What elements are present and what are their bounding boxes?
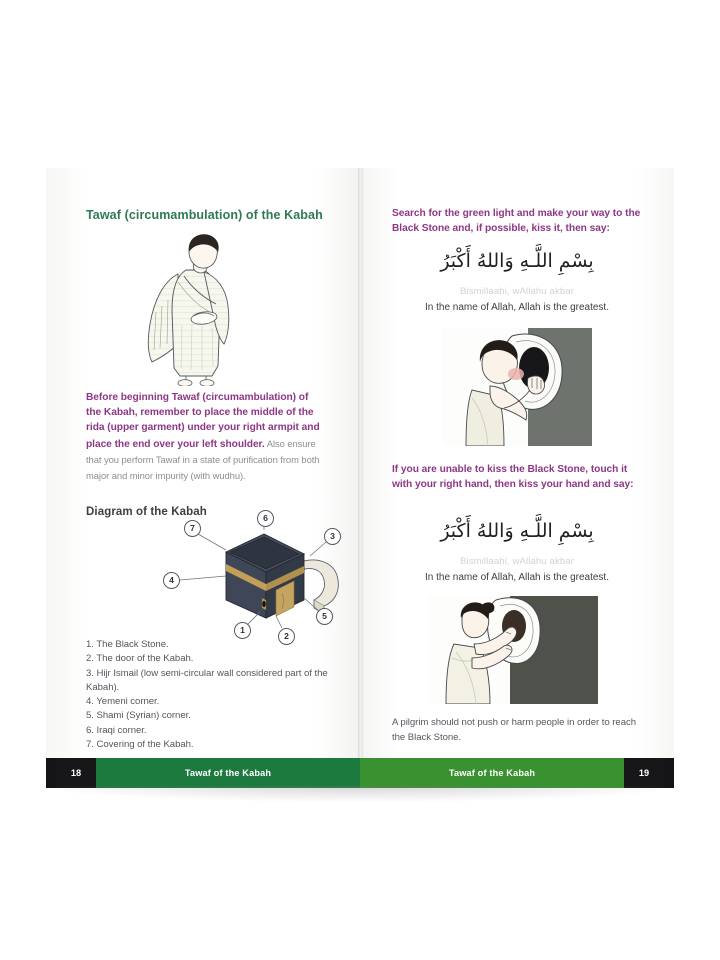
- intro-bold-text: Before beginning Tawaf (circumambulation) of the Kabah, remember to place the middle of the rida (upper garment) under your right armpit and place the end over your left shoulder.: [86, 392, 320, 450]
- pilgrim-kissing-black-stone-illustration: [442, 328, 592, 446]
- callout-6: 6: [257, 510, 274, 527]
- right-page: [360, 168, 674, 758]
- callout-2: 2: [278, 628, 295, 645]
- list-item: 6. Iraqi corner.: [86, 724, 147, 736]
- list-item: 1. The Black Stone.: [86, 639, 169, 650]
- pilgrim-touching-black-stone-illustration: [428, 596, 598, 704]
- callout-7: 7: [184, 520, 201, 537]
- callout-1: 1: [234, 622, 251, 639]
- footer-label-right: Tawaf of the Kabah: [448, 768, 536, 778]
- footer-edge-right: [664, 758, 674, 788]
- arabic-dua-2: بِسْمِ اللَّـهِ وَاللهُ أَكْبَرُ: [440, 520, 594, 542]
- footer-bar-right: [360, 758, 624, 788]
- safety-note: A pilgrim should not push or harm people in order to reach the Black Stone.: [392, 717, 637, 743]
- list-item: 5. Shami (Syrian) corner.: [86, 710, 191, 722]
- page-number-right: 19: [624, 758, 664, 788]
- footer-label-left: Tawaf of the Kabah: [184, 768, 272, 778]
- kabah-key-list: [86, 638, 332, 752]
- instruction-touch-black-stone: If you are unable to kiss the Black Stone, touch it with your right hand, then kiss your hand and say:: [392, 464, 634, 491]
- callout-3: 3: [324, 528, 341, 545]
- list-item: 7. Covering of the Kabah.: [86, 739, 194, 751]
- callout-4: 4: [163, 572, 180, 589]
- page-footer: [46, 758, 674, 788]
- footer-bar-left: [96, 758, 360, 788]
- transliteration-2: Bismillaahi, wAllahu akbar: [459, 556, 575, 567]
- translation-2: In the name of Allah, Allah is the greatest.: [424, 572, 609, 583]
- list-item: 3. Hijr Ismail (low semi-circular wall considered part of the Kabah).: [86, 667, 328, 693]
- left-page: [46, 168, 360, 758]
- page-number-left: 18: [56, 758, 96, 788]
- footer-edge-left: [46, 758, 56, 788]
- book-spine: [358, 168, 363, 758]
- arabic-dua-1: بِسْمِ اللَّـهِ وَاللهُ أَكْبَرُ: [440, 250, 594, 272]
- page-title: Tawaf (circumambulation) of the Kabah: [86, 208, 323, 222]
- intro-tail-text: Also ensure that you perform Tawaf in a state of purification from both major and minor impurity (with wudhu).: [86, 437, 320, 482]
- intro-paragraph: [86, 390, 322, 484]
- callout-5: 5: [316, 608, 333, 625]
- book-drop-shadow: [40, 786, 680, 802]
- pilgrim-in-ihram-illustration: [134, 226, 264, 386]
- kabah-diagram: [164, 513, 354, 641]
- instruction-kiss-black-stone: Search for the green light and make your way to the Black Stone and, if possible, kiss it, then say:: [392, 208, 641, 235]
- transliteration-1: Bismillaahi, wAllahu akbar: [459, 286, 575, 297]
- book-spread: [46, 168, 674, 800]
- list-item: 2. The door of the Kabah.: [86, 653, 194, 665]
- diagram-heading: Diagram of the Kabah: [86, 506, 207, 518]
- list-item: 4. Yemeni corner.: [86, 696, 160, 708]
- translation-1: In the name of Allah, Allah is the greatest.: [424, 302, 609, 313]
